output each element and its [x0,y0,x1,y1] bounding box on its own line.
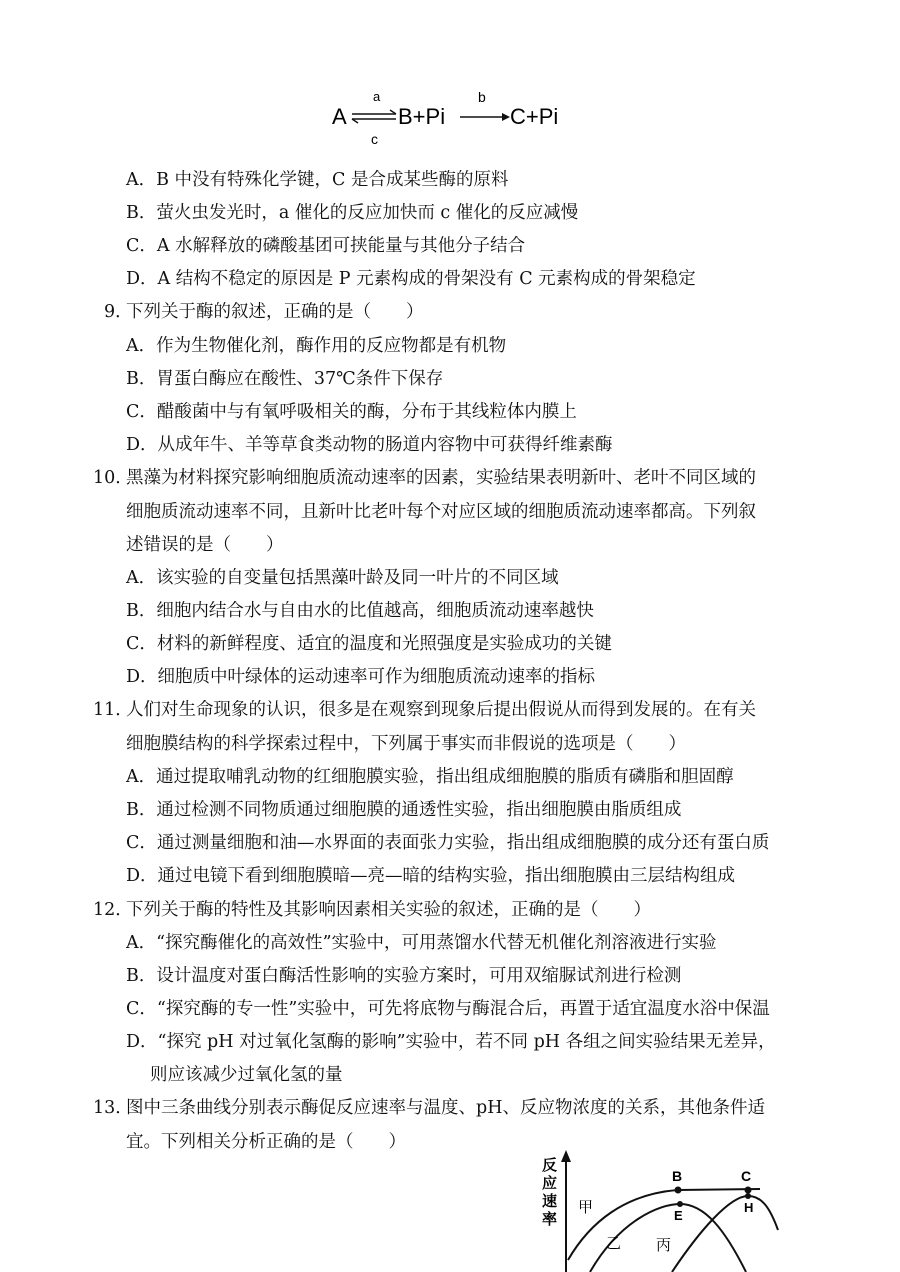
q11-option-c: C．通过测量细胞和油—水界面的表面张力实验，指出组成细胞膜的成分还有蛋白质 [126,833,770,853]
q9-option-b: B．胃蛋白酶应在酸性、37℃条件下保存 [126,369,444,389]
eq-c-label: c [371,131,378,147]
q11-option-d: D．通过电镜下看到细胞膜暗—亮—暗的结构实验，指出细胞膜由三层结构组成 [126,866,736,886]
q13-number: 13． [93,1098,133,1118]
enzyme-rate-graph [520,1150,780,1272]
q10-stem-line1: 黑藻为材料探究影响细胞质流动速率的因素，实验结果表明新叶、老叶不同区域的 [126,468,756,488]
q12-option-a: A．“探究酶催化的高效性”实验中，可用蒸馏水代替无机催化剂溶液进行实验 [126,933,717,953]
q10-number: 10． [93,468,133,488]
q8-option-a: A．B 中没有特殊化学键，C 是合成某些酶的原料 [126,170,509,190]
q9-number: 9． [104,302,133,322]
curve-yi-label: 乙 [606,1234,622,1252]
point-c-marker [745,1187,752,1194]
q12-option-d: D．“探究 pH 对过氧化氢酶的影响”实验中，若不同 pH 各组之间实验结果无差异， [126,1032,776,1052]
q10-stem-line3: 述错误的是（ ） [126,535,284,555]
q10-stem-line2: 细胞质流动速率不同，且新叶比老叶每个对应区域的细胞质流动速率都高。下列叙 [126,502,756,522]
point-e-marker [677,1201,683,1207]
q9-option-d: D．从成年牛、羊等草食类动物的肠道内容物中可获得纤维素酶 [126,435,613,455]
q13-stem-line2: 宜。下列相关分析正确的是（ ） [126,1132,406,1152]
q11-number: 11． [93,700,133,720]
q8-option-b: B．萤火虫发光时，a 催化的反应加快而 c 催化的反应减慢 [126,203,579,223]
y-label-char-1: 反 [542,1156,558,1174]
point-c-label: C [741,1168,752,1184]
reaction-equation [330,84,570,154]
point-b-label: B [672,1168,683,1184]
eq-C-Pi: C+Pi [510,104,559,129]
q11-stem-line1: 人们对生命现象的认识，很多是在观察到现象后提出假说从而得到发展的。在有关 [126,700,756,720]
eq-B-Pi: B+Pi [398,104,446,129]
q13-stem-line1: 图中三条曲线分别表示酶促反应速率与温度、pH、反应物浓度的关系，其他条件适 [126,1098,765,1118]
q8-option-c: C．A 水解释放的磷酸基团可挟能量与其他分子结合 [126,236,526,256]
q10-option-c: C．材料的新鲜程度、适宜的温度和光照强度是实验成功的关键 [126,634,612,654]
point-h-marker [745,1193,751,1199]
q9-stem: 下列关于酶的叙述，正确的是（ ） [126,302,424,322]
point-h-label: H [744,1200,754,1215]
q12-stem: 下列关于酶的特性及其影响因素相关实验的叙述，正确的是（ ） [126,900,651,920]
q10-option-a: A．该实验的自变量包括黑藻叶龄及同一叶片的不同区域 [126,568,559,588]
y-label-char-2: 应 [542,1174,558,1192]
y-label-char-4: 率 [542,1210,558,1228]
q12-option-d-continued: 则应该减少过氧化氢的量 [150,1065,343,1085]
q8-option-d: D．A 结构不稳定的原因是 P 元素构成的骨架没有 C 元素构成的骨架稳定 [126,269,696,289]
q12-number: 12． [93,900,133,920]
q10-option-d: D．细胞质中叶绿体的运动速率可作为细胞质流动速率的指标 [126,667,596,687]
q9-option-a: A．作为生物催化剂，酶作用的反应物都是有机物 [126,336,507,356]
q12-option-c: C．“探究酶的专一性”实验中，可先将底物与酶混合后，再置于适宜温度水浴中保温 [126,999,770,1019]
q11-option-a: A．通过提取哺乳动物的红细胞膜实验，指出组成细胞膜的脂质有磷脂和胆固醇 [126,767,734,787]
q11-stem-line2: 细胞膜结构的科学探索过程中，下列属于事实而非假说的选项是（ ） [126,734,686,754]
q12-option-b: B．设计温度对蛋白酶活性影响的实验方案时，可用双缩脲试剂进行检测 [126,966,682,986]
q10-option-b: B．细胞内结合水与自由水的比值越高，细胞质流动速率越快 [126,601,594,621]
point-e-label: E [674,1208,683,1223]
q11-option-b: B．通过检测不同物质通过细胞膜的通透性实验，指出细胞膜由脂质组成 [126,800,682,820]
y-axis-arrow [561,1150,571,1162]
curve-bing-label: 丙 [656,1236,672,1254]
curve-jia-label: 甲 [578,1198,594,1216]
q9-option-c: C．醋酸菌中与有氧呼吸相关的酶，分布于其线粒体内膜上 [126,402,577,422]
eq-b-label: b [478,89,486,105]
eq-A: A [332,104,347,129]
point-b-marker [675,1187,682,1194]
eq-a-label: a [373,89,381,104]
y-label-char-3: 速 [542,1192,558,1210]
